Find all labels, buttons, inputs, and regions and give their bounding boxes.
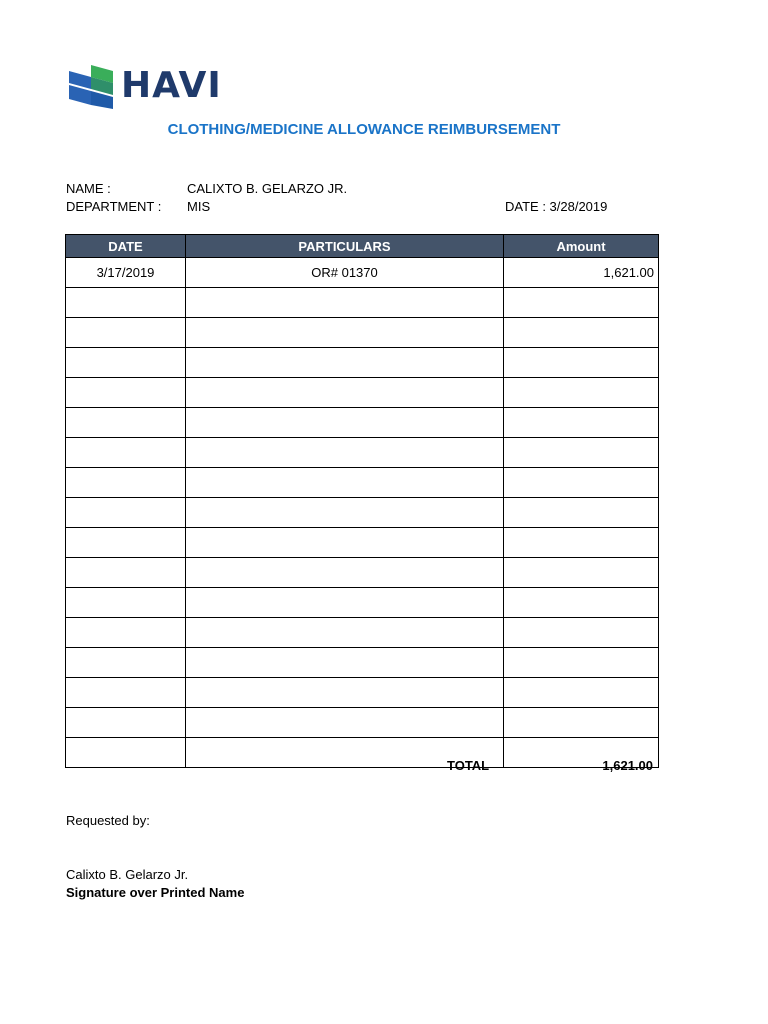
table-row <box>66 288 659 318</box>
cell-date <box>66 348 186 378</box>
cell-amount <box>504 378 659 408</box>
cell-date <box>66 588 186 618</box>
cell-date <box>66 378 186 408</box>
cell-date <box>66 618 186 648</box>
cell-particulars <box>186 438 504 468</box>
table-row <box>66 258 659 288</box>
table-row <box>66 528 659 558</box>
company-logo <box>69 64 222 110</box>
cell-amount: 1,621.00 <box>504 258 659 288</box>
cell-amount <box>504 318 659 348</box>
name-label: NAME : <box>66 181 111 196</box>
table-row <box>66 708 659 738</box>
cell-particulars <box>186 588 504 618</box>
column-header-date: DATE <box>66 235 186 258</box>
cell-amount <box>504 648 659 678</box>
table-row <box>66 498 659 528</box>
cell-particulars <box>186 408 504 438</box>
table-row <box>66 318 659 348</box>
cell-date <box>66 648 186 678</box>
cell-amount <box>504 618 659 648</box>
cell-particulars <box>186 618 504 648</box>
cell-particulars <box>186 348 504 378</box>
reimbursement-table <box>65 234 659 768</box>
table-row <box>66 558 659 588</box>
table-row <box>66 678 659 708</box>
cell-amount <box>504 438 659 468</box>
cell-particulars <box>186 558 504 588</box>
table-row <box>66 378 659 408</box>
cell-particulars <box>186 528 504 558</box>
signer-name: Calixto B. Gelarzo Jr. <box>66 867 189 882</box>
cell-date <box>66 288 186 318</box>
cell-date <box>66 408 186 438</box>
cell-amount <box>504 678 659 708</box>
cell-particulars <box>186 318 504 348</box>
cell-date <box>66 738 186 768</box>
cell-particulars <box>186 678 504 708</box>
cell-date: 3/17/2019 <box>66 258 186 288</box>
cell-amount <box>504 708 659 738</box>
cell-date <box>66 438 186 468</box>
department-value: MIS <box>187 199 211 214</box>
column-header-amount: Amount <box>504 235 659 258</box>
table-row <box>66 438 659 468</box>
cell-date <box>66 678 186 708</box>
total-label: TOTAL <box>447 758 490 773</box>
cell-particulars <box>186 498 504 528</box>
form-title: CLOTHING/MEDICINE ALLOWANCE REIMBURSEMENT <box>167 121 561 138</box>
cell-date <box>66 528 186 558</box>
cell-amount <box>504 348 659 378</box>
department-label: DEPARTMENT : <box>66 199 162 214</box>
logo-wordmark: HAVI <box>121 65 222 106</box>
cell-particulars <box>186 378 504 408</box>
date-field: DATE : 3/28/2019 <box>505 199 608 214</box>
cell-particulars <box>186 708 504 738</box>
cell-amount <box>504 498 659 528</box>
cell-amount <box>504 528 659 558</box>
cell-amount <box>504 558 659 588</box>
cell-date <box>66 708 186 738</box>
cell-particulars <box>186 288 504 318</box>
cell-amount <box>504 468 659 498</box>
cell-amount <box>504 588 659 618</box>
cell-date <box>66 318 186 348</box>
table-row <box>66 588 659 618</box>
cell-amount <box>504 408 659 438</box>
cell-date <box>66 498 186 528</box>
havi-logo-icon <box>69 65 115 109</box>
table-row <box>66 468 659 498</box>
cell-particulars <box>186 648 504 678</box>
table-row <box>66 348 659 378</box>
cell-amount <box>504 288 659 318</box>
cell-particulars <box>186 468 504 498</box>
name-value: CALIXTO B. GELARZO JR. <box>187 181 348 196</box>
table-row <box>66 408 659 438</box>
table-header-row <box>66 235 659 258</box>
cell-date <box>66 558 186 588</box>
signature-caption: Signature over Printed Name <box>66 885 245 900</box>
table-row <box>66 618 659 648</box>
table-row <box>66 648 659 678</box>
column-header-particulars: PARTICULARS <box>186 235 504 258</box>
total-value: 1,621.00 <box>602 758 653 773</box>
cell-date <box>66 468 186 498</box>
cell-particulars: OR# 01370 <box>186 258 504 288</box>
requested-by-label: Requested by: <box>66 813 150 828</box>
